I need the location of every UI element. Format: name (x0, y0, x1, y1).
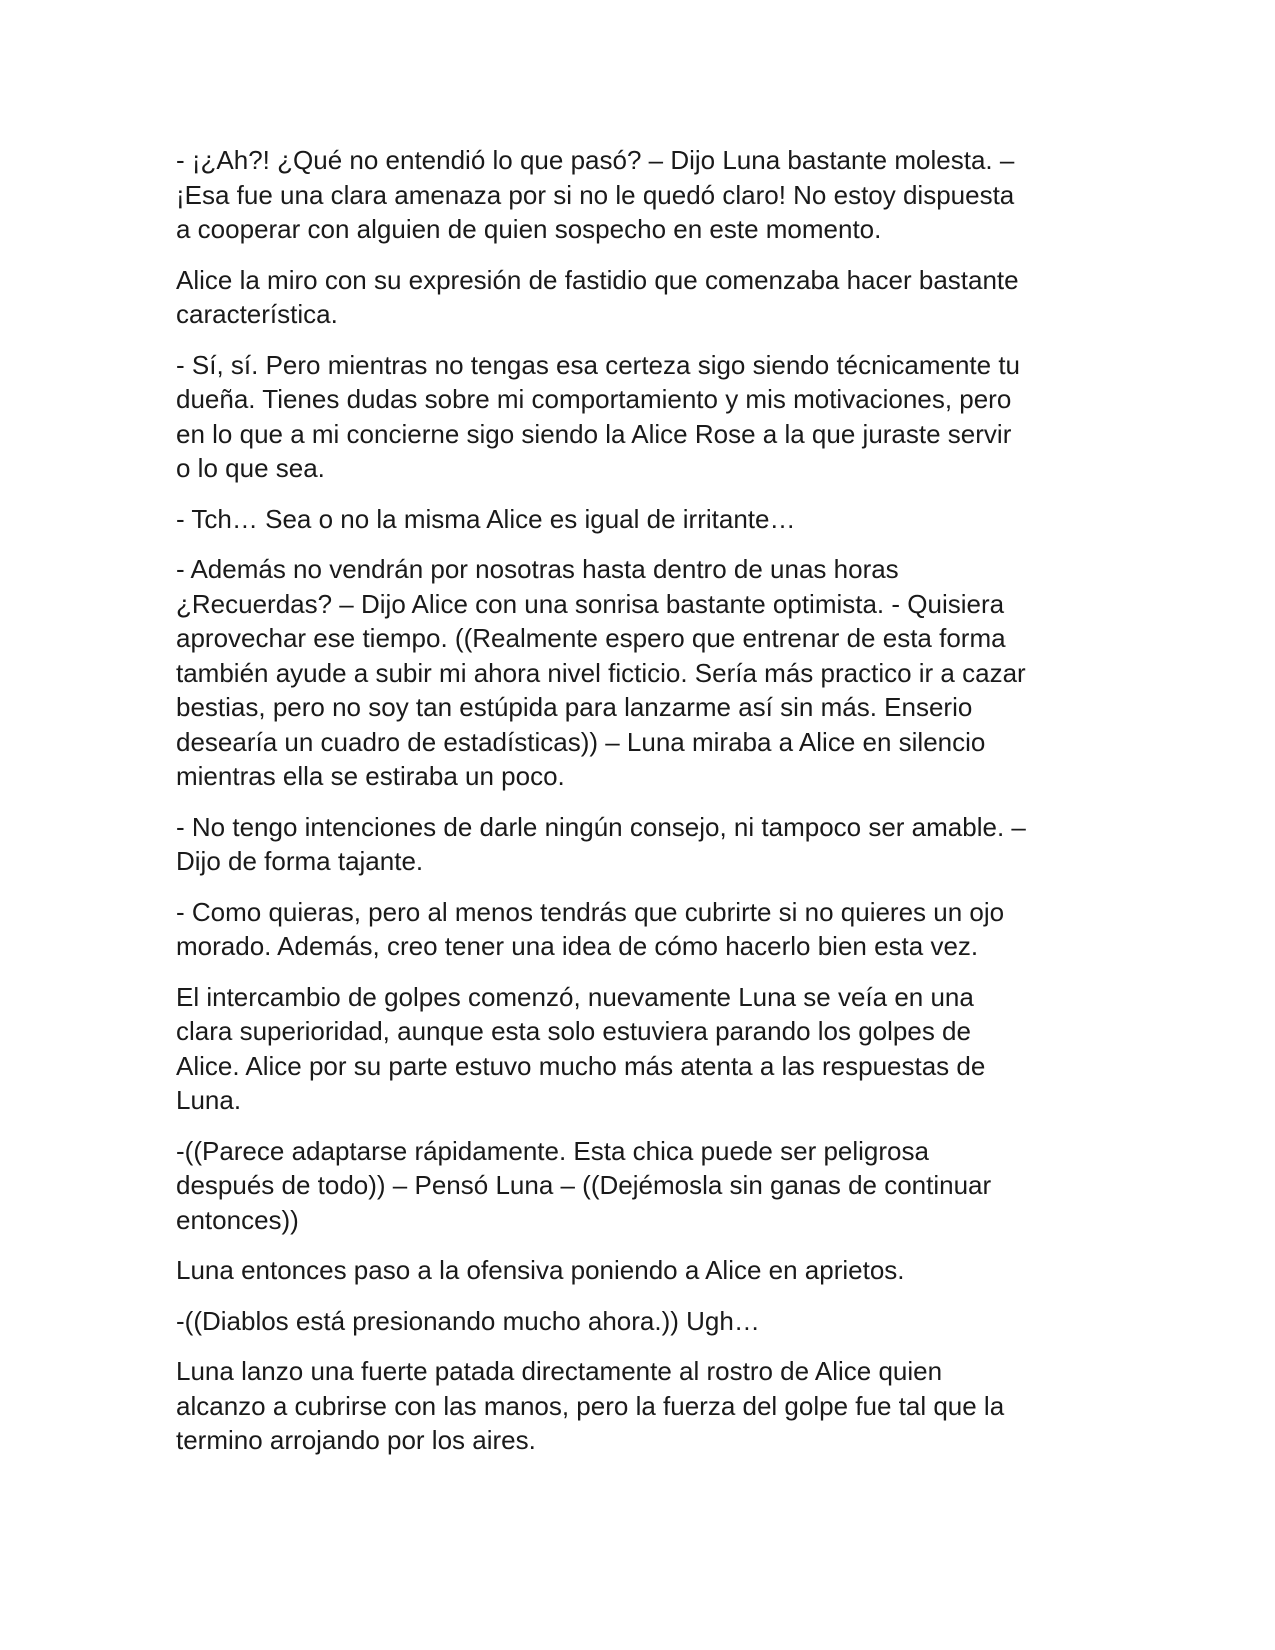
text-line: Luna lanzo una fuerte patada directamente al rostro de Alice quien (176, 1356, 943, 1386)
text-line: característica. (176, 299, 338, 329)
text-line: Alice. Alice por su parte estuvo mucho más atenta a las respuestas de (176, 1050, 986, 1081)
text-line: Alice la miro con su expresión de fastidio que comenzaba hacer bastante (176, 264, 1019, 295)
text-line: a cooperar con alguien de quien sospecho en este momento. (176, 214, 882, 244)
paragraph (176, 1253, 1096, 1288)
text-line: - No tengo intenciones de darle ningún consejo, ni tampoco ser amable. – (176, 811, 1026, 842)
text-line: ¡Esa fue una clara amenaza por si no le quedó claro! No estoy dispuesta (176, 179, 1015, 210)
text-line: -((Parece adaptarse rápidamente. Esta chica puede ser peligrosa (176, 1135, 929, 1166)
text-line: alcanzo a cubrirse con las manos, pero la fuerza del golpe fue tal que la (176, 1390, 1005, 1421)
text-line: dueña. Tienes dudas sobre mi comportamiento y mis motivaciones, pero (176, 384, 1012, 414)
text-line: - Como quieras, pero al menos tendrás que cubrirte si no quieres un ojo (176, 896, 1005, 927)
text-line: también ayude a subir mi ahora nivel ficticio. Sería más practico ir a cazar (176, 657, 1026, 688)
text-line: El intercambio de golpes comenzó, nuevamente Luna se veía en una (176, 981, 974, 1012)
text-line: Luna entonces paso a la ofensiva poniendo a Alice en aprietos. (176, 1255, 905, 1285)
paragraph (176, 895, 1096, 964)
text-line: - Sí, sí. Pero mientras no tengas esa certeza sigo siendo técnicamente tu (176, 349, 1020, 380)
text-line: -((Diablos está presionando mucho ahora.)) Ugh… (176, 1305, 760, 1336)
paragraph (176, 980, 1096, 1118)
document-body (176, 143, 1096, 1474)
text-line: o lo que sea. (176, 453, 325, 483)
paragraph (176, 1304, 1096, 1339)
paragraph (176, 810, 1096, 879)
paragraph (176, 502, 1096, 537)
text-line: Dijo de forma tajante. (176, 846, 424, 876)
text-line: - Tch… Sea o no la misma Alice es igual de irritante… (176, 503, 796, 534)
text-line: Luna. (176, 1085, 242, 1115)
text-line: - Además no vendrán por nosotras hasta dentro de unas horas (176, 554, 899, 584)
paragraph (176, 552, 1096, 794)
text-line: después de todo)) – Pensó Luna – ((Dejémosla sin ganas de continuar (176, 1170, 992, 1200)
text-line: morado. Además, creo tener una idea de cómo hacerlo bien esta vez. (176, 931, 979, 961)
text-line: termino arrojando por los aires. (176, 1425, 536, 1455)
text-line: ¿Recuerdas? – Dijo Alice con una sonrisa bastante optimista. - Quisiera (176, 588, 1005, 619)
text-line: entonces)) (176, 1204, 299, 1235)
text-line: mientras ella se estiraba un poco. (176, 761, 565, 791)
paragraph (176, 263, 1096, 332)
text-line: aprovechar ese tiempo. ((Realmente espero que entrenar de esta forma (176, 623, 1006, 653)
paragraph (176, 348, 1096, 486)
text-line: bestias, pero no soy tan estúpida para lanzarme así sin más. Enserio (176, 692, 973, 722)
text-line: en lo que a mi concierne sigo siendo la Alice Rose a la que juraste servir (176, 418, 1012, 449)
text-line: - ¡¿Ah?! ¿Qué no entendió lo que pasó? – Dijo Luna bastante molesta. – (176, 145, 1015, 175)
paragraph (176, 1354, 1096, 1458)
paragraph (176, 143, 1096, 247)
paragraph (176, 1134, 1096, 1238)
text-line: clara superioridad, aunque esta solo estuviera parando los golpes de (176, 1016, 971, 1046)
text-line: desearía un cuadro de estadísticas)) – Luna miraba a Alice en silencio (176, 726, 986, 757)
